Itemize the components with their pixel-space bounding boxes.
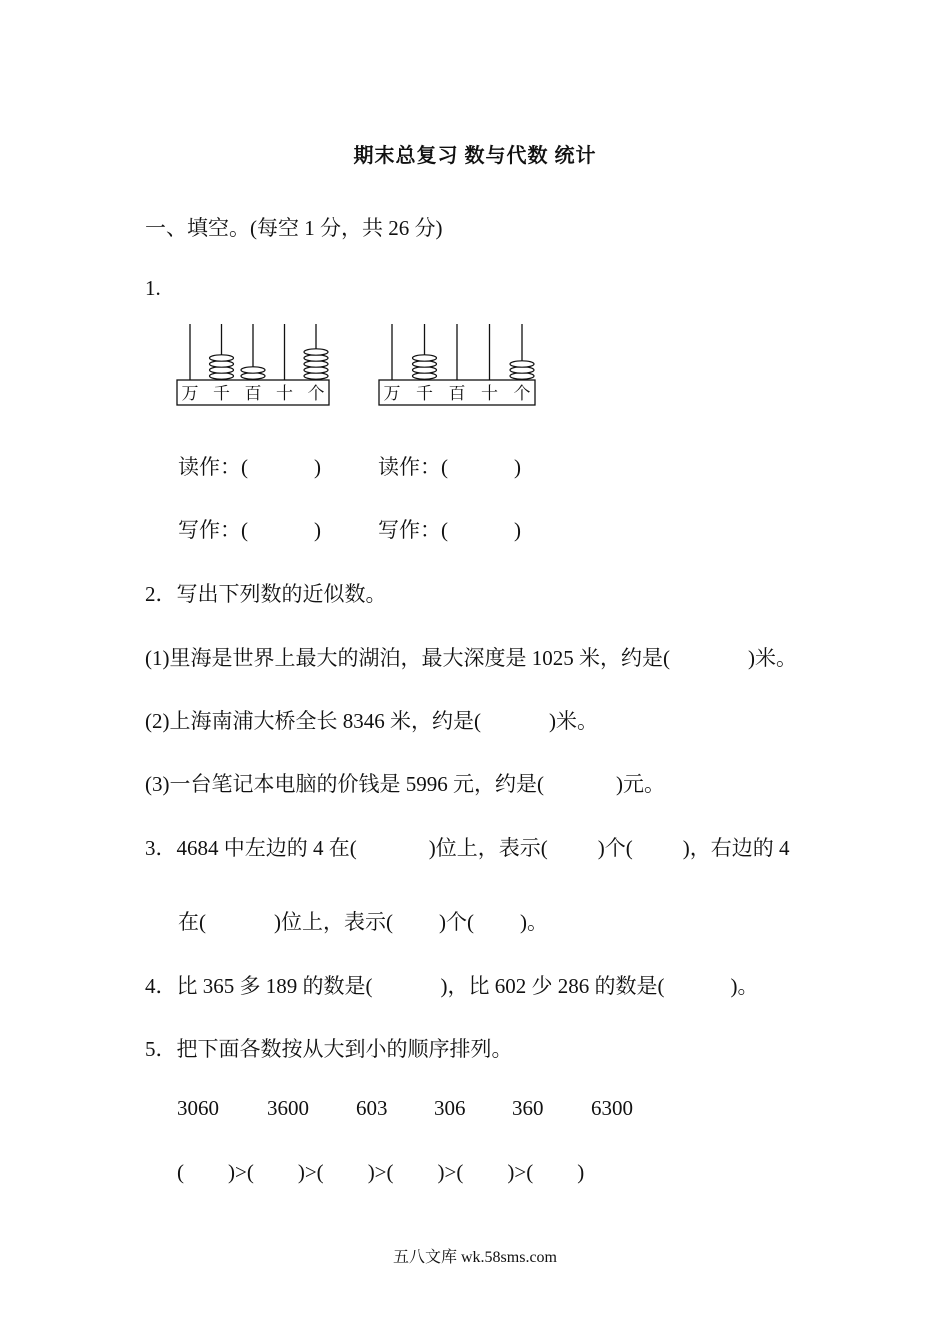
text: )>( [297,1160,324,1184]
abacus-bead [413,355,437,361]
abacus-place-label: 万 [181,384,199,404]
abacus-place-label: 百 [448,384,466,404]
read-line-b [378,451,521,481]
text: ) [577,1160,585,1184]
text: )米。 [548,709,598,733]
text: )米。 [747,646,797,670]
blank-close: ) [514,518,521,542]
text: )，比 602 少 286 的数是( [440,974,665,998]
text: )位上，表示( [428,836,548,860]
text: )>( [228,1160,254,1184]
read-line-a [178,451,321,481]
text: (1)里海是世界上最大的湖泊，最大深度是 1025 米，约是( [145,646,670,670]
number-list-item: 6300 [591,1096,633,1120]
number-list-item: 360 [512,1096,544,1120]
text: )。 [730,974,759,998]
footer-watermark: 五八文库 wk.58sms.com [392,1249,557,1266]
question-5-stem: 5．把下面各数按从大到小的顺序排列。 [145,1037,513,1061]
text: 3．4684 中左边的 4 在( [145,836,357,860]
text: )，右边的 4 [682,836,790,860]
abacus-bead [510,361,534,367]
abacus-place-label: 千 [416,384,433,404]
text: )个( [597,836,633,860]
abacus-place-label: 万 [383,384,401,404]
read-label: 读作：( [378,455,448,479]
write-label: 写作：( [178,518,248,542]
write-line-a [178,514,321,544]
page-title: 期末总复习 数与代数 统计 [353,145,597,167]
text: (3)一台笔记本电脑的价钱是 5996 元，约是( [145,772,544,796]
text: (2)上海南浦大桥全长 8346 米，约是( [145,709,481,733]
abacus-place-label: 个 [307,384,325,404]
abacus-b [378,322,536,407]
abacus-place-label: 千 [213,384,230,404]
abacus-place-label: 十 [276,384,293,404]
text: )>( [437,1160,464,1184]
abacus-bead [304,349,328,355]
number-list-item: 3600 [267,1096,309,1120]
text: ( [177,1160,184,1184]
abacus-a-drawing [176,322,330,407]
abacus-b-drawing [378,322,536,407]
write-line-b [378,514,521,544]
number-list-item: 603 [356,1096,388,1120]
text: )元。 [615,772,665,796]
abacus-place-label: 十 [481,384,498,404]
text: 4．比 365 多 189 的数是( [145,974,373,998]
question-3-line-1 [145,832,790,862]
blank-close: ) [314,455,321,479]
question-2-part-1 [145,642,797,672]
number-list-item: 3060 [177,1096,219,1120]
abacus-place-label: 百 [244,384,262,404]
ordering-answer-line [177,1160,584,1185]
write-label: 写作：( [378,518,448,542]
question-4 [145,970,759,1000]
text: 在( [178,910,206,934]
number-list-item: 306 [434,1096,466,1120]
blank-close: ) [514,455,521,479]
text: )>( [367,1160,394,1184]
abacus-a [176,322,330,407]
text: )>( [507,1160,534,1184]
abacus-bead [241,367,265,373]
question-1-number: 1. [145,276,161,300]
abacus-bead [210,355,234,361]
text: )。 [520,910,548,934]
text: )个( [439,910,474,934]
question-2-part-2 [145,705,598,735]
section-heading: 一、填空。(每空 1 分，共 26 分) [145,216,443,240]
question-3-line-2 [178,906,548,936]
read-label: 读作：( [178,455,248,479]
question-2-part-3 [145,768,665,798]
abacus-place-label: 个 [513,384,531,404]
blank-close: ) [314,518,321,542]
text: )位上，表示( [274,910,393,934]
question-2-stem: 2．写出下列数的近似数。 [145,582,387,606]
